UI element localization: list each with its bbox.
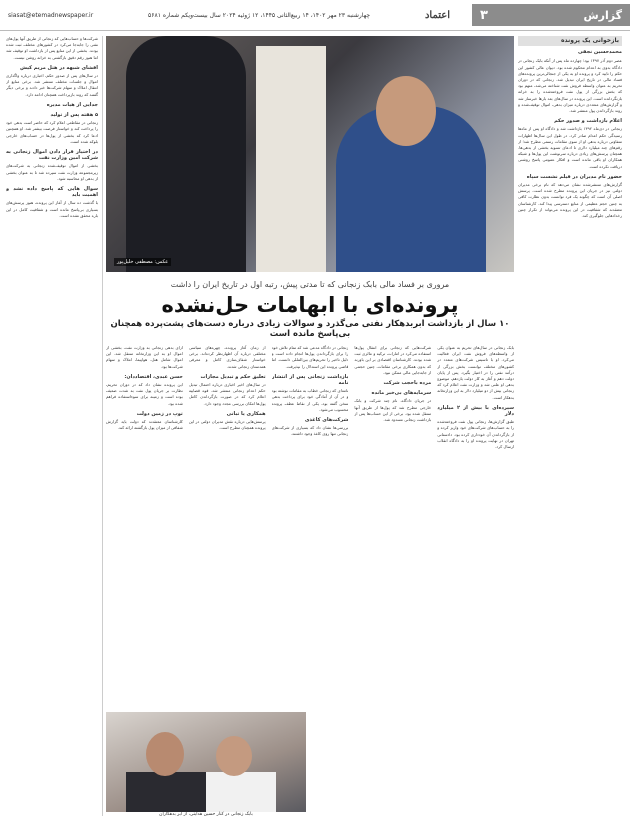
photo-caption: بابک زنجانی در کنار حسین هدایتی، از ابر بدهکاران	[159, 812, 253, 817]
subheading: حسن عبدی، اقتصاددان:	[124, 373, 183, 380]
body-text: پرسش‌هایی درباره نقش مدیران دولتی در این پرونده همچنان مطرح است.	[188, 419, 266, 431]
body-text: زنجانی در مقاطعی اعلام کرد که حاضر است بدهی خود را پرداخت کند و خواستار فرصت بیشتر شد. او همچنین ادعا کرد که بخشی از پول‌ها در حساب‌های خارجی بلوکه شده است.	[6, 120, 98, 144]
subheading: ۵ هفته پس از تولید	[50, 112, 98, 119]
body-text: بابک زنجانی در سال‌های تحریم به عنوان یکی از واسطه‌های فروش نفت ایران فعالیت می‌کرد. او با تاسیس شرکت‌های متعدد در کشورهای مختلف توانست بخش بزرگی از درآمد نفتی را در اختیار بگیرد. پس از پایان دولت دهم و آغاز به کار دولت یازدهم، موضوع بدهی او علنی شد و وزارت نفت اعلام کرد که زنجانی بیش از دو میلیارد دلار به این وزارتخانه بدهکار است.	[437, 345, 514, 400]
body-text: بخشی از اموال توقیف‌شده زنجانی به شرکت‌های زیرمجموعه وزارت نفت سپرده شد تا به عنوان بخشی از بدهی او محاسبه شود.	[6, 163, 98, 181]
section-banner	[472, 4, 630, 26]
headline-kicker: مروری بر فساد مالی بابک زنجانی که تا مدتی پیش، رتبه اول در تاریخ ایران را داشت	[170, 280, 450, 289]
left-column	[6, 36, 103, 816]
newspaper-logo: اعتماد	[424, 9, 450, 21]
subheadline: ۱۰ سال از بازداشت ابربدهکار نفتی می‌گذرد و سوالات زیادی درباره دست‌های پشت‌پرده همچنان بی‌پاسخ مانده است	[110, 319, 510, 339]
subheading: شرکت‌های کاغذی	[304, 417, 349, 424]
body-text: زنجانی در دادگاه مدعی شد که تمام تلاش خود را برای بازگرداندن پول‌ها انجام داده است و دلیل تاخیر را تحریم‌های بین‌المللی دانست. اما قاضی پرونده این استدلال را نپذیرفت.	[271, 345, 349, 369]
header-info	[0, 10, 464, 21]
subheading: اعلام بازداشت و صدور حکم	[554, 118, 622, 125]
subheading: مرده باحجب شرکت	[383, 380, 432, 387]
main-article	[106, 36, 514, 800]
body-text: بررسی‌ها نشان داد که بسیاری از شرکت‌های زنجانی تنها روی کاغذ وجود داشتند.	[271, 425, 349, 437]
headline: پرونده‌ای با ابهامات حل‌نشده	[161, 293, 459, 317]
body-text: در سال‌های پس از صدور حکم، اخباری درباره واگذاری اموال و جلسات مختلف منتشر شد. برخی منابع از انتقال املاک و سهام شرکت‌ها خبر دادند و برخی دیگر گفتند که روند بازپرداخت همچنان ادامه دارد.	[6, 73, 98, 97]
subheading: سوال هایی که پاسخ داده نشد و اهمیت باید	[6, 186, 98, 199]
subheading: سرمایه‌های بی‌خبر مانده	[371, 390, 432, 397]
body-text: نامه‌ای که زنجانی خطاب به مقامات نوشته بود و در آن از آمادگی خود برای پرداخت بدهی سخن گفته بود، یکی از نقاط عطف پرونده محسوب می‌شود.	[271, 388, 349, 412]
website: siasat@etemadnewspaper.ir	[8, 11, 94, 19]
column-kicker: بازخوانی یک پرونده	[518, 36, 622, 46]
right-column	[518, 36, 622, 816]
body-text: در جریان دادگاه، نام چند شرکت و بانک خارجی مطرح شد که پول‌ها از طریق آنها منتقل شده بود. برخی از این حساب‌ها پس از بازداشت زنجانی مسدود شد.	[354, 398, 432, 423]
body-text: از زمان آغاز پرونده، چهره‌های سیاسی مختلفی درباره آن اظهارنظر کرده‌اند. برخی خواستار شفاف‌سازی کامل و معرفی همدستان زنجانی شدند.	[188, 345, 266, 369]
subheading: حضور نام مدیران در فیلم نشست سپاه	[526, 173, 622, 180]
article-column	[437, 345, 514, 800]
section-title: گزارش	[583, 8, 622, 22]
body-text: طبق گزارش‌ها، زنجانی پول نفت فروخته‌شده را به حساب‌های شرکت‌های خود واریز کرده و از بازگرداندن آن خودداری کرده بود. دادستانی تهران در نهایت پرونده او را به دادگاه انقلاب ارسال کرد.	[437, 419, 514, 450]
body-text: با گذشت ده سال از آغاز این پرونده، هنوز پرسش‌های بسیاری بی‌پاسخ مانده است و شفافیت کامل در این باره محقق نشده است.	[6, 200, 98, 218]
page-header	[0, 0, 630, 31]
body-text: شرکت‌هایی که زنجانی برای انتقال پول‌ها استفاده می‌کرد در امارات، ترکیه و مالزی ثبت شده بودند. کارشناسان اقتصادی بر این باورند که بدون همکاری برخی مقامات، چنین حجمی از جابه‌جایی مالی ممکن نبود.	[354, 345, 432, 375]
body-text: شرکت‌ها و حساب‌هایی که زنجانی از طریق آنها پول‌های نفتی را جابه‌جا می‌کرد در کشورهای مختلف ثبت شده بودند. بخشی از این منابع پس از بازداشت او توقیف شد اما هنوز رقم دقیق بازگشتی به خزانه روشن نیست.	[6, 36, 98, 60]
subheading: تعلیق حکم و تبدیل مجازات	[200, 373, 266, 380]
subheading: افشای شبهه در هتل مریم کیش	[20, 64, 98, 71]
subheading: جدایی از هیات مدیره	[46, 101, 98, 108]
subheading: در اختیار قرار دادن اموال زنجانی به شرکت امین وزارت نفت	[6, 149, 98, 162]
body-text: کارشناسان معتقدند که دولت باید گزارش شفافی از میزان پول بازگشته ارائه کند.	[106, 419, 183, 431]
subheading: سپرده‌ای با بیش از ۲ میلیارد دلار	[437, 404, 514, 418]
body-text: گزارش‌های منتشرشده نشان می‌دهد که نام برخی مدیران دولتی نیز در جریان این پرونده مطرح شده است. پرسش اصلی آن است که چگونه یک فرد توانست بدون نظارت کافی به چنین حجم عظیمی از منابع دسترسی پیدا کند. کارشناسان معتقدند که شفافیت در این پرونده می‌تواند از تکرار چنین رخدادهایی جلوگیری کند.	[518, 182, 622, 219]
page-number: ۳	[480, 7, 488, 23]
article-column	[354, 345, 431, 800]
body-text: زنجانی در دی‌ماه ۱۳۹۲ بازداشت شد و دادگاه او پس از ماه‌ها رسیدگی حکم اعدام صادر کرد. در طول این سال‌ها اظهارات متفاوتی درباره بدهی او از سوی مقامات رسمی مطرح شد؛ از رقم‌های چند میلیارد دلاری تا ادعای تسویه بخشی از بدهی‌ها. همچنان پرسش‌های زیادی درباره سرنوشت این پول‌ها و شبکه همکاران او باقی مانده است و افکار عمومی پاسخ روشنی دریافت نکرده است.	[518, 126, 622, 169]
body-text: عصر دوم آذر ۱۳۹۷ بود؛ چهارده ماه پس از آنکه بابک زنجانی در دادگاه بدوی به اعدام محکوم شده بود. دیوان عالی کشور این حکم را تایید کرد و پرونده او به یکی از جنجالی‌ترین پرونده‌های فساد مالی در تاریخ ایران تبدیل شد. زنجانی که در دوران تحریم به عنوان واسطه فروش نفت شناخته می‌شد، متهم بود که بخش بزرگی از پول نفت فروخته‌شده را به خزانه بازنگردانده است. این پرونده در سال‌های بعد بارها خبرساز شد و گزارش‌های متعددی درباره میزان بدهی، اموال توقیف‌شده و روند بازگرداندن پول منتشر شد.	[518, 58, 622, 114]
byline: محمدحسین نجفی	[577, 49, 622, 56]
subheading: بازداشت زنجانی پس از انتشار نامه	[271, 373, 349, 387]
main-photo	[106, 36, 514, 272]
body-text: این پرونده نشان داد که در دوران تحریم، نظارت بر جریان پول نفت به شدت ضعیف بوده است و زمینه برای سوءاستفاده فراهم شده بود.	[106, 382, 183, 406]
body-text: ازای بدهی زنجانی به وزارت نفت، بخشی از اموال او به این وزارتخانه منتقل شد. این اموال شامل هتل، هواپیما، املاک و سهام شرکت‌ها بود.	[106, 345, 183, 369]
secondary-photo	[106, 712, 306, 812]
issue-info: چهارشنبه ۲۳ مهر ۱۴۰۲، ۱۴ ربیع‌الثانی ۱۴۴۵، ۱۲ ژوئیه ۲۰۲۴ سال بیست‌ویکم شماره ۵۶۸۱	[148, 11, 371, 19]
subheading: همکاری یا تبانی	[226, 410, 266, 417]
subheading: توپ در زمین دولت	[136, 410, 183, 417]
photo-credit: عکس: مصطفی خلیل‌پور	[114, 258, 171, 266]
body-text: در سال‌های اخیر اخباری درباره احتمال تبدیل حکم اعدام زنجانی منتشر شد. قوه قضاییه اعلام کرد که در صورت بازگرداندن کامل پول‌ها امکان بررسی مجدد وجود دارد.	[188, 382, 266, 406]
